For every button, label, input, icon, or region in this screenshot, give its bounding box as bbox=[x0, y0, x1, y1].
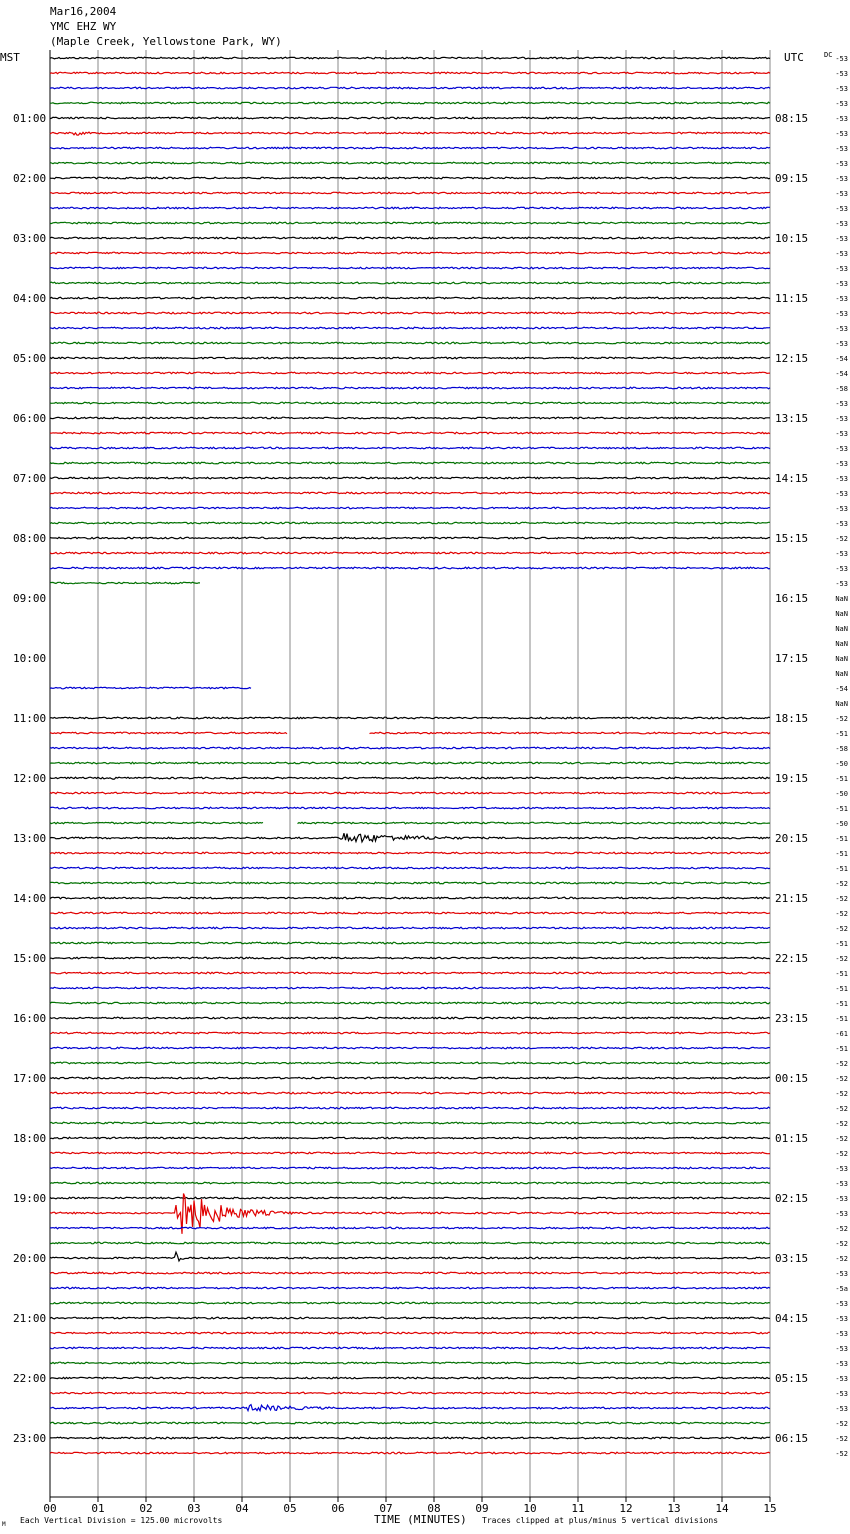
trace-line bbox=[50, 882, 770, 884]
utc-hour-label: 06:15 bbox=[775, 1432, 809, 1445]
dc-offset-label: -53 bbox=[835, 100, 848, 108]
trace-line bbox=[50, 1287, 770, 1289]
trace-line bbox=[50, 1437, 770, 1439]
trace-line bbox=[50, 1422, 770, 1424]
trace-line bbox=[50, 852, 770, 854]
trace-line bbox=[50, 312, 770, 314]
header-station: YMC EHZ WY bbox=[50, 20, 117, 33]
dc-offset-label: -51 bbox=[835, 865, 848, 873]
dc-offset-label: -53 bbox=[835, 1390, 848, 1398]
dc-offset-label: -52 bbox=[835, 1105, 848, 1113]
trace-line bbox=[50, 987, 770, 989]
mst-hour-label: 08:00 bbox=[13, 532, 47, 545]
trace-line bbox=[50, 897, 770, 899]
trace-line bbox=[50, 957, 770, 959]
dc-offset-label: -54 bbox=[835, 370, 848, 378]
trace-line bbox=[50, 717, 770, 719]
trace-line bbox=[50, 777, 770, 779]
dc-offset-label: -53 bbox=[835, 505, 848, 513]
dc-offset-label: -53 bbox=[835, 250, 848, 258]
dc-offset-label: -53 bbox=[835, 1270, 848, 1278]
dc-offset-label: -53 bbox=[835, 55, 848, 63]
trace-line bbox=[50, 117, 770, 119]
x-tick-label: 09 bbox=[475, 1502, 489, 1515]
utc-hour-label: 10:15 bbox=[775, 232, 809, 245]
trace-line bbox=[50, 1047, 770, 1049]
mst-hour-label: 16:00 bbox=[13, 1012, 47, 1025]
trace-line bbox=[50, 833, 770, 842]
trace-line bbox=[50, 1302, 770, 1304]
trace-line bbox=[50, 177, 770, 179]
dc-offset-label: -52 bbox=[835, 1120, 848, 1128]
mst-hour-label: 17:00 bbox=[13, 1072, 47, 1085]
dc-offset-label: -52 bbox=[835, 1075, 848, 1083]
dc-offset-label: -54 bbox=[835, 685, 848, 693]
utc-hour-label: 12:15 bbox=[775, 352, 809, 365]
trace-line bbox=[50, 402, 770, 404]
dc-offset-label: -53 bbox=[835, 1405, 848, 1413]
dc-offset-label: -53 bbox=[835, 1195, 848, 1203]
trace-line bbox=[50, 192, 770, 194]
dc-offset-label: -53 bbox=[835, 235, 848, 243]
utc-hour-label: 04:15 bbox=[775, 1312, 809, 1325]
dc-offset-label: NaN bbox=[835, 625, 848, 633]
utc-hour-label: 16:15 bbox=[775, 592, 809, 605]
dc-offset-label: -53 bbox=[835, 1375, 848, 1383]
trace-line bbox=[50, 942, 770, 944]
trace-line bbox=[50, 927, 770, 929]
trace-line bbox=[50, 912, 770, 914]
utc-hour-label: 00:15 bbox=[775, 1072, 809, 1085]
trace-line bbox=[50, 732, 770, 734]
trace-line bbox=[50, 1167, 770, 1169]
dc-offset-label: -53 bbox=[835, 280, 848, 288]
trace-line bbox=[50, 1452, 770, 1454]
dc-offset-label: -51 bbox=[835, 985, 848, 993]
trace-line bbox=[50, 87, 770, 89]
dc-offset-label: -53 bbox=[835, 565, 848, 573]
trace-line bbox=[50, 252, 770, 254]
dc-offset-label: NaN bbox=[835, 595, 848, 603]
trace-line bbox=[50, 327, 770, 329]
utc-hour-label: 05:15 bbox=[775, 1372, 809, 1385]
utc-hour-label: 14:15 bbox=[775, 472, 809, 485]
trace-line bbox=[50, 1077, 770, 1079]
trace-line bbox=[50, 1107, 770, 1109]
trace-line bbox=[50, 1152, 770, 1154]
trace-line bbox=[50, 1405, 770, 1411]
dc-offset-label: -52 bbox=[835, 910, 848, 918]
dc-offset-label: -51 bbox=[835, 850, 848, 858]
dc-offset-label: -52 bbox=[835, 535, 848, 543]
trace-line bbox=[50, 162, 770, 164]
trace-line bbox=[50, 222, 770, 224]
x-tick-label: 12 bbox=[619, 1502, 633, 1515]
trace-line bbox=[50, 1317, 770, 1319]
x-tick-label: 14 bbox=[715, 1502, 729, 1515]
dc-offset-label: -51 bbox=[835, 730, 848, 738]
dc-offset-label: -53 bbox=[835, 310, 848, 318]
trace-line bbox=[50, 132, 770, 135]
dc-label: DC bbox=[824, 51, 833, 59]
dc-offset-label: -53 bbox=[835, 1165, 848, 1173]
trace-line bbox=[50, 1392, 770, 1394]
dc-offset-label: -61 bbox=[835, 1030, 848, 1038]
dc-offset-label: -50 bbox=[835, 760, 848, 768]
dc-offset-label: -53 bbox=[835, 160, 848, 168]
mst-hour-label: 06:00 bbox=[13, 412, 47, 425]
mst-hour-label: 07:00 bbox=[13, 472, 47, 485]
dc-offset-label: -53 bbox=[835, 1300, 848, 1308]
dc-offset-label: -53 bbox=[835, 205, 848, 213]
utc-hour-label: 01:15 bbox=[775, 1132, 809, 1145]
trace-line bbox=[50, 1182, 770, 1184]
mst-hour-label: 14:00 bbox=[13, 892, 47, 905]
dc-offset-label: -53 bbox=[835, 550, 848, 558]
dc-offset-label: -51 bbox=[835, 835, 848, 843]
utc-hour-label: 02:15 bbox=[775, 1192, 809, 1205]
dc-offset-label: -53 bbox=[835, 190, 848, 198]
utc-hour-label: 23:15 bbox=[775, 1012, 809, 1025]
x-tick-label: 06 bbox=[331, 1502, 345, 1515]
dc-offset-label: -53 bbox=[835, 295, 848, 303]
utc-hour-label: 08:15 bbox=[775, 112, 809, 125]
trace-line bbox=[50, 537, 770, 539]
trace-line bbox=[50, 1017, 770, 1019]
dc-offset-label: -52 bbox=[835, 1255, 848, 1263]
mst-hour-label: 23:00 bbox=[13, 1432, 47, 1445]
header-location: (Maple Creek, Yellowstone Park, WY) bbox=[50, 35, 282, 48]
dc-offset-label: -52 bbox=[835, 895, 848, 903]
trace-line bbox=[50, 1377, 770, 1379]
trace-line bbox=[50, 417, 770, 419]
dc-offset-label: -52 bbox=[835, 1150, 848, 1158]
x-tick-label: 11 bbox=[571, 1502, 585, 1515]
trace-line bbox=[50, 432, 770, 434]
axis-labels bbox=[13, 55, 848, 1515]
trace-line bbox=[50, 297, 770, 299]
dc-offset-label: -58 bbox=[835, 745, 848, 753]
dc-offset-label: -53 bbox=[835, 130, 848, 138]
trace-line bbox=[50, 447, 770, 449]
trace-line bbox=[50, 102, 770, 104]
trace-line bbox=[50, 1002, 770, 1004]
mst-hour-label: 09:00 bbox=[13, 592, 47, 605]
utc-hour-label: 17:15 bbox=[775, 652, 809, 665]
header-date: Mar16,2004 bbox=[50, 5, 117, 18]
dc-offset-label: -53 bbox=[835, 220, 848, 228]
mst-hour-label: 13:00 bbox=[13, 832, 47, 845]
trace-line bbox=[50, 792, 770, 794]
dc-offset-label: -50 bbox=[835, 820, 848, 828]
trace-line bbox=[50, 282, 770, 284]
dc-offset-label: -54 bbox=[835, 355, 848, 363]
utc-hour-label: 03:15 bbox=[775, 1252, 809, 1265]
trace-line bbox=[50, 1032, 770, 1034]
trace-line bbox=[50, 462, 770, 464]
mst-hour-label: 02:00 bbox=[13, 172, 47, 185]
dc-offset-label: -51 bbox=[835, 970, 848, 978]
dc-offset-label: -52 bbox=[835, 715, 848, 723]
trace-line bbox=[50, 1332, 770, 1334]
x-axis-title: TIME (MINUTES) bbox=[374, 1513, 467, 1526]
dc-offset-label: -53 bbox=[835, 460, 848, 468]
dc-offset-label: NaN bbox=[835, 670, 848, 678]
mst-hour-label: 12:00 bbox=[13, 772, 47, 785]
trace-line bbox=[50, 822, 770, 824]
dc-offset-label: -51 bbox=[835, 1000, 848, 1008]
utc-hour-label: 21:15 bbox=[775, 892, 809, 905]
trace-line bbox=[50, 237, 770, 239]
trace-line bbox=[50, 267, 770, 269]
utc-hour-label: 22:15 bbox=[775, 952, 809, 965]
dc-offset-label: NaN bbox=[835, 655, 848, 663]
mst-hour-label: 10:00 bbox=[13, 652, 47, 665]
utc-hour-label: 15:15 bbox=[775, 532, 809, 545]
dc-offset-label: -53 bbox=[835, 1315, 848, 1323]
x-tick-label: 10 bbox=[523, 1502, 537, 1515]
trace-line bbox=[50, 492, 770, 494]
dc-offset-label: -53 bbox=[835, 415, 848, 423]
corner-mark: M bbox=[2, 1521, 6, 1528]
x-tick-label: 00 bbox=[43, 1502, 57, 1515]
trace-line bbox=[50, 207, 770, 209]
x-tick-label: 02 bbox=[139, 1502, 153, 1515]
dc-offset-label: -51 bbox=[835, 775, 848, 783]
dc-offset-label: NaN bbox=[835, 610, 848, 618]
utc-hour-label: 20:15 bbox=[775, 832, 809, 845]
x-tick-label: 05 bbox=[283, 1502, 297, 1515]
trace-line bbox=[50, 1272, 770, 1274]
clip-note: Traces clipped at plus/minus 5 vertical divisions bbox=[482, 1516, 719, 1525]
trace-line bbox=[50, 582, 770, 584]
x-tick-label: 13 bbox=[667, 1502, 681, 1515]
dc-offset-label: -53 bbox=[835, 340, 848, 348]
dc-offset-label: -50 bbox=[835, 790, 848, 798]
dc-offset-label: -58 bbox=[835, 385, 848, 393]
dc-offset-label: -53 bbox=[835, 490, 848, 498]
trace-line bbox=[50, 1242, 770, 1244]
dc-offset-label: -52 bbox=[835, 1135, 848, 1143]
utc-hour-label: 18:15 bbox=[775, 712, 809, 725]
dc-offset-label: -52 bbox=[835, 1240, 848, 1248]
trace-line bbox=[50, 57, 770, 59]
dc-offset-label: -53 bbox=[835, 70, 848, 78]
mst-hour-label: 18:00 bbox=[13, 1132, 47, 1145]
dc-offset-label: -53 bbox=[835, 400, 848, 408]
left-axis-label: MST bbox=[0, 51, 20, 64]
dc-offset-label: -53 bbox=[835, 1345, 848, 1353]
trace-line bbox=[50, 507, 770, 509]
dc-offset-label: -53 bbox=[835, 1180, 848, 1188]
dc-offset-label: -52 bbox=[835, 1420, 848, 1428]
dc-offset-label: -53 bbox=[835, 85, 848, 93]
trace-line bbox=[50, 1347, 770, 1349]
dc-offset-label: -51 bbox=[835, 1045, 848, 1053]
dc-offset-label: -51 bbox=[835, 940, 848, 948]
trace-line bbox=[50, 372, 770, 374]
mst-hour-label: 05:00 bbox=[13, 352, 47, 365]
dc-offset-label: -53 bbox=[835, 1330, 848, 1338]
dc-offset-label: -53 bbox=[835, 145, 848, 153]
x-tick-label: 07 bbox=[379, 1502, 393, 1515]
dc-offset-label: NaN bbox=[835, 640, 848, 648]
trace-line bbox=[50, 357, 770, 359]
utc-hour-label: 19:15 bbox=[775, 772, 809, 785]
trace-line bbox=[50, 342, 770, 344]
dc-offset-label: -53 bbox=[835, 175, 848, 183]
dc-offset-label: -53 bbox=[835, 115, 848, 123]
dc-offset-label: -53 bbox=[835, 475, 848, 483]
dc-offset-label: -52 bbox=[835, 955, 848, 963]
mst-hour-label: 20:00 bbox=[13, 1252, 47, 1265]
scale-note: Each Vertical Division = 125.00 microvolts bbox=[20, 1516, 223, 1525]
dc-offset-label: -53 bbox=[835, 1360, 848, 1368]
dc-offset-label: -52 bbox=[835, 1090, 848, 1098]
trace-line bbox=[50, 972, 770, 974]
x-tick-label: 15 bbox=[763, 1502, 777, 1515]
dc-offset-label: -52 bbox=[835, 925, 848, 933]
right-axis-label: UTC bbox=[784, 51, 804, 64]
mst-hour-label: 15:00 bbox=[13, 952, 47, 965]
dc-offset-label: -5a bbox=[835, 1285, 848, 1293]
trace-line bbox=[50, 387, 770, 389]
trace-line bbox=[50, 1122, 770, 1124]
trace-line bbox=[50, 1252, 770, 1261]
trace-line bbox=[50, 1227, 770, 1229]
dc-offset-label: -53 bbox=[835, 265, 848, 273]
mst-hour-label: 21:00 bbox=[13, 1312, 47, 1325]
dc-offset-label: -52 bbox=[835, 1060, 848, 1068]
x-tick-label: 04 bbox=[235, 1502, 249, 1515]
trace-line bbox=[50, 1197, 770, 1199]
trace-line bbox=[50, 1137, 770, 1139]
trace-line bbox=[50, 567, 770, 569]
dc-offset-label: -52 bbox=[835, 1435, 848, 1443]
trace-line bbox=[50, 72, 770, 74]
dc-offset-label: -51 bbox=[835, 805, 848, 813]
dc-offset-label: -52 bbox=[835, 880, 848, 888]
dc-offset-label: -53 bbox=[835, 520, 848, 528]
trace-line bbox=[50, 552, 770, 554]
dc-offset-label: NaN bbox=[835, 700, 848, 708]
trace-line bbox=[50, 1362, 770, 1364]
mst-hour-label: 04:00 bbox=[13, 292, 47, 305]
x-tick-label: 01 bbox=[91, 1502, 105, 1515]
utc-hour-label: 13:15 bbox=[775, 412, 809, 425]
mst-hour-label: 03:00 bbox=[13, 232, 47, 245]
dc-offset-label: -53 bbox=[835, 325, 848, 333]
seismic-traces bbox=[50, 57, 770, 1454]
trace-line bbox=[50, 762, 770, 764]
mst-hour-label: 19:00 bbox=[13, 1192, 47, 1205]
x-tick-label: 08 bbox=[427, 1502, 441, 1515]
trace-line bbox=[50, 1062, 770, 1064]
trace-line bbox=[50, 147, 770, 149]
dc-offset-label: -53 bbox=[835, 430, 848, 438]
trace-line bbox=[50, 522, 770, 524]
dc-offset-label: -53 bbox=[835, 580, 848, 588]
mst-hour-label: 11:00 bbox=[13, 712, 47, 725]
utc-hour-label: 09:15 bbox=[775, 172, 809, 185]
mst-hour-label: 22:00 bbox=[13, 1372, 47, 1385]
dc-offset-label: -52 bbox=[835, 1225, 848, 1233]
trace-line bbox=[50, 807, 770, 809]
dc-offset-label: -52 bbox=[835, 1450, 848, 1458]
dc-offset-label: -53 bbox=[835, 1210, 848, 1218]
trace-line bbox=[50, 747, 770, 749]
x-tick-label: 03 bbox=[187, 1502, 201, 1515]
trace-line bbox=[50, 477, 770, 479]
dc-offset-label: -51 bbox=[835, 1015, 848, 1023]
trace-line bbox=[50, 1092, 770, 1094]
dc-offset-label: -53 bbox=[835, 445, 848, 453]
trace-line bbox=[50, 687, 770, 689]
mst-hour-label: 01:00 bbox=[13, 112, 47, 125]
trace-line bbox=[50, 867, 770, 869]
utc-hour-label: 11:15 bbox=[775, 292, 809, 305]
